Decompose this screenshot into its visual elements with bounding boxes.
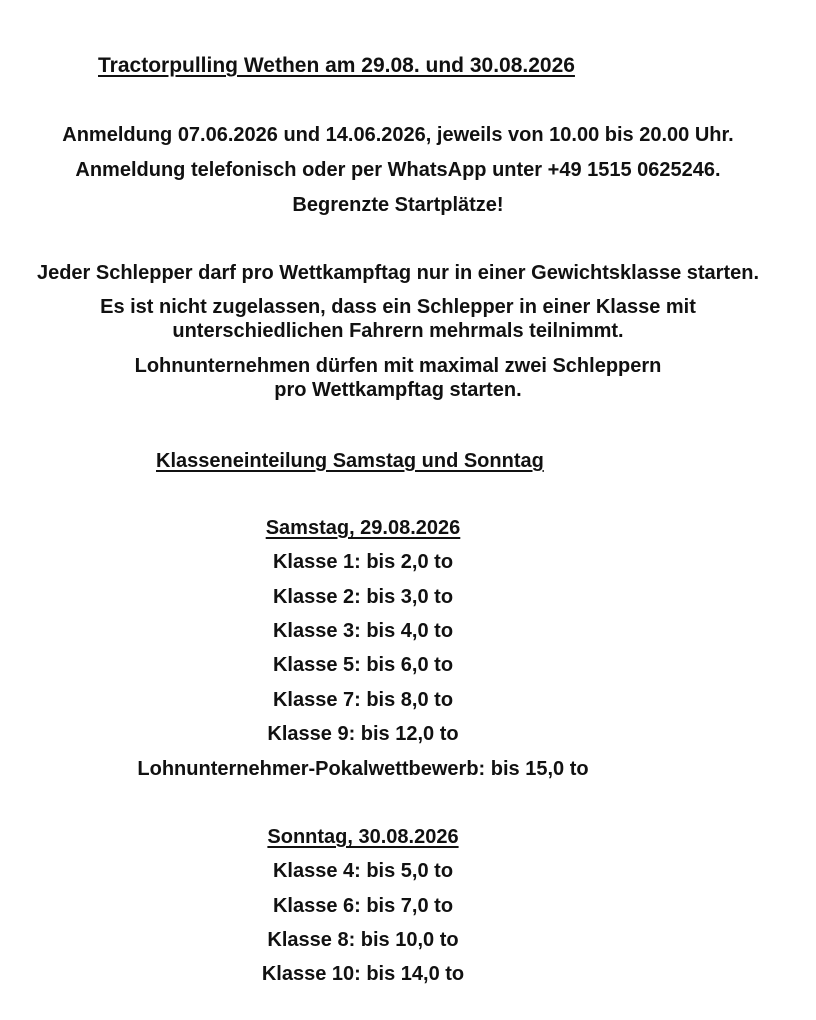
saturday-heading: Samstag, 29.08.2026 [265,517,461,539]
sunday-class-item: Klasse 8: bis 10,0 to [267,929,459,951]
saturday-class-item: Klasse 1: bis 2,0 to [272,551,454,573]
limited-slots-note: Begrenzte Startplätze! [292,194,504,216]
sunday-class-item: Klasse 4: bis 5,0 to [272,860,454,882]
saturday-class-item: Klasse 3: bis 4,0 to [272,620,454,642]
rule-contractors-line2: pro Wettkampftag starten. [274,379,522,401]
saturday-class-item: Klasse 7: bis 8,0 to [272,689,454,711]
registration-contact: Anmeldung telefonisch oder per WhatsApp unter +49 1515 0625246. [75,159,721,181]
registration-dates: Anmeldung 07.06.2026 und 14.06.2026, jeweils von 10.00 bis 20.00 Uhr. [62,124,734,146]
saturday-class-item: Klasse 9: bis 12,0 to [267,723,459,745]
sunday-heading: Sonntag, 30.08.2026 [267,826,459,848]
classes-heading: Klasseneinteilung Samstag und Sonntag [156,450,544,472]
page-title: Tractorpulling Wethen am 29.08. und 30.08.2026 [98,54,575,77]
rule-contractors-line1: Lohnunternehmen dürfen mit maximal zwei Schleppern [134,355,662,377]
rule-no-multiple-drivers-line2: unterschiedlichen Fahrern mehrmals teilnimmt. [172,320,624,342]
sunday-class-item: Klasse 6: bis 7,0 to [272,895,454,917]
rule-no-multiple-drivers-line1: Es ist nicht zugelassen, dass ein Schlepper in einer Klasse mit [100,296,696,318]
saturday-class-item: Klasse 5: bis 6,0 to [272,654,454,676]
sunday-class-item: Klasse 10: bis 14,0 to [261,963,465,985]
saturday-contractor-cup: Lohnunternehmer-Pokalwettbewerb: bis 15,0 to [137,758,589,780]
saturday-class-item: Klasse 2: bis 3,0 to [272,586,454,608]
rule-one-class-per-day: Jeder Schlepper darf pro Wettkampftag nur in einer Gewichtsklasse starten. [36,262,760,284]
